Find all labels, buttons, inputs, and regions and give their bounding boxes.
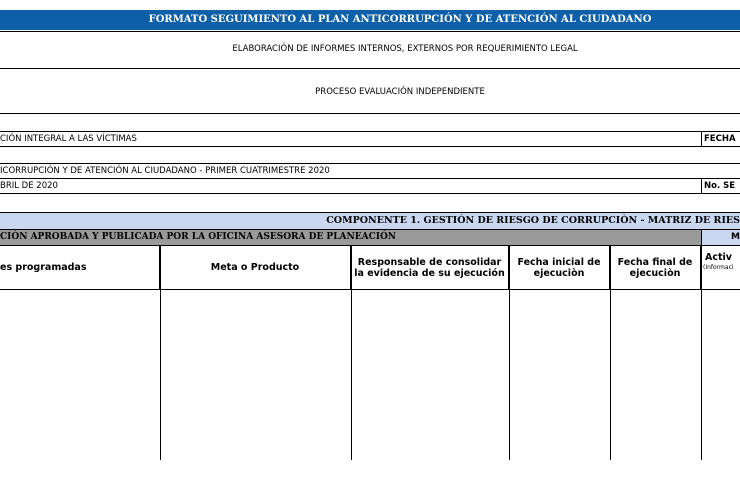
divider — [0, 31, 740, 32]
divider — [701, 178, 702, 193]
column-header-activities: es programadas — [0, 246, 160, 289]
divider — [0, 193, 740, 194]
column-divider — [610, 246, 611, 460]
form-subtitle: ELABORACIÓN DE INFORMES INTERNOS, EXTERNOS POR REQUERIMIENTO LEGAL — [232, 44, 578, 54]
column-header-activities-done-label: Activ — [705, 252, 732, 263]
column-divider — [160, 246, 161, 460]
column-header-activities-done — [701, 246, 740, 289]
form-title-bar — [0, 10, 740, 30]
column-header-activities-done-note: (Informaci — [703, 264, 734, 271]
subtitle-row — [0, 34, 740, 64]
divider — [0, 68, 740, 69]
monitoring-section-title: M — [731, 232, 740, 242]
entity-name: CIÓN INTEGRAL A LAS VÍCTIMAS — [0, 134, 137, 144]
divider — [0, 289, 740, 290]
process-name: PROCESO EVALUACIÓN INDEPENDIENTE — [315, 87, 485, 97]
component-title: COMPONENTE 1. GESTIÓN DE RIESGO DE CORRUPCIÒN - MATRIZ DE RIES — [326, 215, 740, 226]
plan-row — [0, 164, 740, 178]
column-header-end-date: Fecha final de ejecuciòn — [610, 246, 701, 289]
column-header-responsible: Responsable de consolidar la evidencia de su ejecución — [351, 246, 509, 289]
divider — [701, 131, 702, 146]
column-header-start-date: Fecha inicial de ejecuciòn — [509, 246, 610, 289]
divider — [0, 113, 740, 114]
seguimiento-label: No. SE — [704, 181, 736, 191]
divider — [701, 230, 702, 245]
component-header — [0, 213, 740, 229]
approved-section-header — [0, 230, 701, 245]
form-title: FORMATO SEGUIMIENTO AL PLAN ANTICORRUPCIÓN Y DE ATENCIÓN AL CIUDADANO — [148, 14, 652, 25]
divider — [0, 146, 740, 147]
cutoff-date: BRIL DE 2020 — [0, 181, 58, 191]
column-divider — [509, 246, 510, 460]
column-divider — [351, 246, 352, 460]
fecha-label: FECHA — [704, 134, 736, 144]
process-row — [0, 72, 740, 112]
entity-row — [0, 132, 740, 146]
column-divider — [701, 246, 702, 460]
plan-name: ICORRUPCIÓN Y DE ATENCIÓN AL CIUDADANO - PRIMER CUATRIMESTRE 2020 — [0, 166, 330, 176]
approved-section-title: CIÓN APROBADA Y PUBLICADA POR LA OFICINA ASESORA DE PLANEACIÓN — [0, 232, 397, 242]
date-row — [0, 179, 740, 193]
column-header-goal: Meta o Producto — [160, 246, 351, 289]
monitoring-section-header — [702, 230, 740, 245]
